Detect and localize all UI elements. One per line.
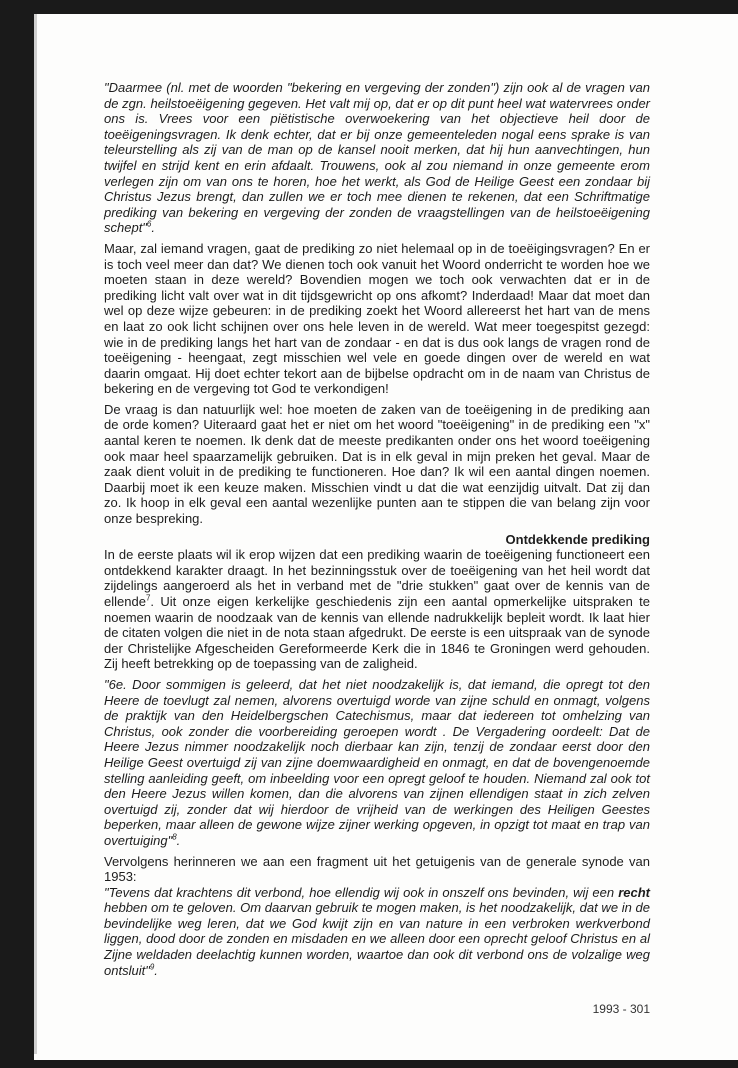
quote-text: "Daarmee (nl. met de woorden "bekering en vergeving der zonden") zijn ook al de vragen van de zgn. heilstoeëigening gegeven. Het valt mij op, dat er op dit punt heel wat watervrees onder ons is. Vrees voor een piëtistische overwoekering van het objectieve heil door de toeëigeningsvragen. Ik denk echter, dat er bij onze gemeenteleden nogal eens sprake is van teleurstelling als zij van de man op de kansel nooit merken, dat hij hun aanvechtingen, hun twijfel en strijd kent en erin afdaalt. Trouwens, ook al zou niemand in onze gemeente erom verlegen zijn om van ons te horen, hoe het werkt, als God de Heilige Geest een zondaar bij Christus Jezus brengt, dan zullen we er toch mee dienen te rekenen, dat een Schriftmatige prediking van bekering en vergeving der zonden de vraagstellingen van de heilstoeëigening schept" (104, 80, 650, 236)
body-text: Vervolgens herinneren we aan een fragment uit het getuigenis van de generale synode van 1953: (104, 853, 650, 885)
page-body (104, 80, 650, 983)
body-paragraph: Maar, zal iemand vragen, gaat de prediking zo niet helemaal op in de toeëigingsvragen? En er is toch veel meer dan dat? We dienen toch ook vanuit het Woord onderricht te worden hoe we moeten staan in deze wereld? Bovendien mogen we toch ook verwachten dat er in de prediking licht valt over wat in dit tijdsgewricht op ons afkomt? Inderdaad! Maar dat moet dan wel op deze wijze gebeuren: in de prediking zoekt het Woord allereerst het hart van de mens en laat zo ook licht schijnen over ons hele leven in de wereld. Wat meer toegespitst gezegd: wie in de prediking langs het hart van de zondaar - en dat is dus ook langs de vragen rond de toeëigening - heengaat, zegt misschien wel vele en goede dingen over de wereld en wat daarin omgaat. Hij doet echter tekort aan de bijbelse opdracht om in de naam van Christus de bekering en de vergeving tot God te verkondigen! (104, 240, 650, 397)
footnote-ref: 9 (149, 962, 155, 972)
footnote-ref: 6 (146, 220, 152, 230)
scan-bottom-border (0, 1060, 738, 1068)
body-text: In de eerste plaats wil ik erop wijzen dat een prediking waarin de toeëigening functioneert een ontdekkend karakter draagt. In het bezinningsstuk over de toeëigening van het heil wordt dat zijdelings aangeroerd als het in verband met de "drie stukken" gaat over de kennis van de ellende (104, 547, 650, 609)
emphasis-text: recht (618, 884, 650, 900)
quote-paragraph: "Tevens dat krachtens dit verbond, hoe ellendig wij ook in onszelf ons bevinden, wij een recht hebben om te geloven. Om daarvan gebruik te mogen maken, is het noodzakelijk, dat we in de bevindelijke weg leren, dat we God kwijt zijn en van nature in een verbroken werkverbond liggen, dood door de zonden en misdaden en we alleen door een oprecht geloof Christus en al Zijne weldaden deelachtig kunnen worden, waartoe dan ook dit verbond ons de volzalige weg ontsluit"$^9$. (104, 884, 650, 978)
body-text: . Uit onze eigen kerkelijke geschiedenis zijn een aantal opmerkelijke uitspraken te noemen waarin de noodzaak van de kennis van ellende nadrukkelijk bepleit wordt. Ik laat hier de citaten volgen die niet in de nota staan afgedrukt. De eerste is een uitspraak van de synode der Christelijke Afgescheiden Gereformeerde Kerk die in 1846 te Groningen werd gehouden. Zij heeft betrekking op de toepassing van de zaligheid. (104, 594, 650, 672)
page-number: 1993 - 301 (592, 1002, 650, 1016)
scan-top-border (0, 0, 738, 14)
quote-text: "Tevens dat krachtens dit verbond, hoe ellendig wij ook in onszelf ons bevinden, wij een (104, 884, 619, 900)
scan-left-border (0, 0, 34, 1068)
body-paragraph (104, 547, 650, 672)
quote-paragraph: "6e. Door sommigen is geleerd, dat het niet noodzakelijk is, dat iemand, die opregt tot den Heere de toevlugt zal nemen, alvorens overtuigd worde van zijne schuld en onmagt, volgens de praktijk van den Heidelbergschen Catechismus, maar dat iedereen tot omhelzing van Christus, ook zonder die voorbereiding geroepen wordt . De Vergadering oordeelt: Dat de Heere Jezus nimmer noodzakelijk noch dierbaar kan zijn, tenzij de zondaar eerst door den Heilige Geest overtuigd zij van zijne doemwaardigheid en onmagt, en dat de bovengenoemde stelling aanleiding geeft, om inbeelding voor een opregt geloof te houden. Niemand zal ook tot den Heere Jezus willen komen, dan die alvorens van zijnen ellendigen staat in zich zelven overtuigd zij, zonder dat wij hierdoor de vrijheid van de werkingen des Heiligen Geestes beperken, maar alleen de gewone wijze zijner werking opgeven, in opzigt tot maat en trap van overtuiging"$^8$. (104, 676, 650, 848)
quote-text: "6e. Door sommigen is geleerd, dat het niet noodzakelijk is, dat iemand, die opregt tot den Heere de toevlugt zal nemen, alvorens overtuigd worde van zijne schuld en onmagt, volgens de praktijk van den Heidelbergschen Catechismus, maar dat iedereen tot omhelzing van Christus, ook zonder die voorbereiding geroepen wordt . De Vergadering oordeelt: Dat de Heere Jezus nimmer noodzakelijk noch dierbaar kan zijn, tenzij de zondaar eerst door den Heilige Geest overtuigd zij van zijne doemwaardigheid en onmagt, en dat de bovengenoemde stelling aanleiding geeft, om inbeelding voor een opregt geloof te houden. Niemand zal ook tot den Heere Jezus willen komen, dan die alvorens van zijnen ellendigen staat in zich zelven overtuigd zij, zonder dat wij hierdoor de vrijheid van de werkingen des Heiligen Geestes beperken, maar alleen de gewone wijze zijner werking opgeven, in opzigt tot maat en trap van overtuiging" (104, 676, 650, 848)
quote-text: hebben om te geloven. Om daarvan gebruik te mogen maken, is het noodzakelijk, dat we in de bevindelijke weg leren, dat we God kwijt zijn en van nature in een verbroken werkverbond liggen, dood door de zonden en misdaden en we alleen door een oprecht geloof Christus en al Zijne weldaden deelachtig kunnen worden, waartoe dan ook dit verbond ons de volzalige weg ontsluit" (104, 900, 650, 978)
footnote-ref: 8 (172, 832, 177, 842)
footnote-ref: 7 (145, 593, 151, 603)
body-paragraph (104, 854, 650, 885)
body-paragraph: De vraag is dan natuurlijk wel: hoe moeten de zaken van de toeëigening in de prediking aan de orde komen? Uiteraard gaat het er niet om het woord "toeëigening" in de prediking een "x" aantal keren te noemen. Ik denk dat de meeste predikanten onder ons het woord toeëigening ook maar heel spaarzamelijk gebruiken. Dat is in elk geval in mijn preken het geval. Maar de zaak dient voluit in de prediking te functioneren. Hoe dan? Ik wil een aantal dingen noemen. Daarbij moet ik een keuze maken. Misschien vindt u dat die wat eenzijdig uitvalt. Dat zij dan zo. Ik hoop in elk geval een aantal wezenlijke punten aan te stippen die van belang zijn voor onze bespreking. (104, 401, 650, 527)
quote-paragraph: "Daarmee (nl. met de woorden "bekering en vergeving der zonden") zijn ook al de vragen van de zgn. heilstoeëigening gegeven. Het valt mij op, dat er op dit punt heel wat watervrees onder ons is. Vrees voor een piëtistische overwoekering van het objectieve heil door de toeëigeningsvragen. Ik denk echter, dat er bij onze gemeenteleden nogal eens sprake is van teleurstelling als zij van de man op de kansel nooit merken, dat hij hun aanvechtingen, hun twijfel en strijd kent en erin afdaalt. Trouwens, ook al zou niemand in onze gemeente erom verlegen zijn om van ons te horen, hoe het werkt, als God de Heilige Geest een zondaar bij Christus Jezus brengt, dan zullen we er toch mee dienen te rekenen, dat een Schriftmatige prediking van bekering en vergeving der zonden de vraagstellingen van de heilstoeëigening schept"$^6$. (104, 80, 650, 236)
section-heading: Ontdekkende prediking (505, 531, 650, 547)
page-edge (34, 14, 37, 1054)
